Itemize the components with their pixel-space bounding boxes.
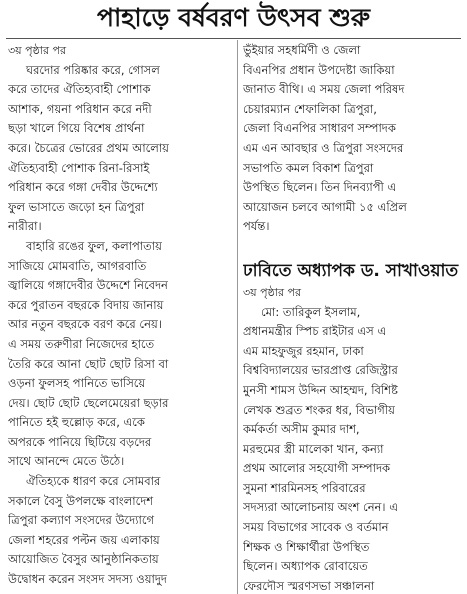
text-line: কর্মকর্তা অসীম কুমার দাশ, (243, 422, 360, 437)
text-line: জানাত বীথি। এ সময় জেলা পরিষদ (243, 82, 405, 97)
text-line: পর্যন্ত। (243, 219, 270, 234)
text-line: ওড়না ফুলসহ পানিতে ভাসিয়ে (8, 376, 146, 391)
text-line: করে তাদের ঐতিহ্যবাহী পোশাক (8, 82, 151, 97)
text-line: মুনসী শামস উদ্দিন আহম্মদ, বিশিষ্ট (243, 382, 398, 397)
text-line: সদস্যরা আলোচনায় অংশ নেন। এ (243, 500, 398, 515)
left-article-body (8, 61, 232, 590)
text-line: নারীরা। (8, 219, 42, 234)
text-line: এম এন আবছার ও ত্রিপুরা সংসদের (243, 140, 404, 155)
headline-rule (6, 38, 461, 39)
text-line: মো: তারিকুল ইসলাম, (261, 304, 361, 319)
text-line: আয়োজন চলবে আগামী ১৫ এপ্রিল (243, 199, 407, 214)
text-line: প্রথম আলোর সহযোগী সম্পাদক (243, 461, 391, 476)
text-line: পরিধান করে গঙ্গা দেবীর উদ্দেশ্যে (8, 180, 158, 195)
page-headline: পাহাড়ে বর্ষবরণ উৎসব শুরু (96, 3, 371, 32)
text-line: এম মাহফুজুর রহমান, ঢাকা (243, 343, 364, 358)
text-line: দেয়। ছোট ছোট ছেলেমেয়েরা ছড়ার (8, 395, 169, 410)
text-line: পানিতে হই হুল্লোড় করে, একে (8, 415, 145, 430)
text-line: সকালে বৈসু উপলক্ষে বাংলাদেশ (8, 493, 154, 508)
text-line: সাজিয়ে মোমবাতি, আগরবাতি (8, 258, 147, 273)
text-line: ঘরদোর পরিষ্কার করে, গোসল (26, 62, 160, 77)
text-line: সাথে আনন্দে মেতে উঠে। (8, 454, 125, 469)
text-line: ঐতিহ্যবাহী পোশাক রিনা-রিসাই (8, 160, 150, 175)
text-line: চেয়ারম্যান শেফালিকা ত্রিপুরা, (243, 101, 377, 116)
text-line: উপস্থিত ছিলেন। তিন দিনব্যাপী এ (243, 180, 397, 195)
text-line: আয়োজিত বৈসুর আনুষ্ঠানিকতায় (8, 552, 159, 567)
text-line: জেলা বিএনপির সাধারণ সম্পাদক (243, 121, 396, 136)
text-line: বিএনপির প্রধান উপদেষ্টা জাকিয়া (243, 62, 395, 77)
right-column (243, 41, 461, 594)
text-line: সময় বিভাগের সাবেক ও বর্তমান (243, 520, 389, 535)
text-line: এ সময় তরুণীরা নিজেদের হাতে (8, 336, 155, 351)
text-line: সুমনা শারমিনসহ পরিবারের (243, 480, 366, 495)
right-dateline: ৩য় পৃষ্ঠার পর (243, 285, 302, 299)
right-article-body (243, 303, 461, 594)
text-line: আশাক, গয়না পরিধান করে নদী (8, 101, 152, 116)
text-line: ফেরদৌস স্মরণসভা সঞ্চালনা (243, 578, 375, 593)
text-line: করে পুরাতন বছরকে বিদায় জানায় (8, 297, 164, 312)
text-line: মরহুমের স্ত্রী মালেকা খান, কন্যা (243, 441, 384, 456)
text-line: তৈরি করে আনা ছোট ছোট রিসা বা (8, 356, 169, 371)
text-line: শিক্ষক ও শিক্ষার্থীরা উপস্থিত (243, 539, 370, 554)
left-dateline: ৩য় পৃষ্ঠার পর (8, 44, 67, 57)
left-column (8, 41, 232, 594)
text-line: করে। চৈত্রের ভোরের প্রথম আলোয় (8, 140, 169, 155)
text-line: ফুল ভাসাতে জড়ো হন ত্রিপুরা (8, 199, 145, 214)
text-line: উদ্বোধন করেন সংসদ সদস্য ওয়াদুদ (8, 572, 167, 587)
text-line: বিশ্ববিদ্যালয়ের ভারপ্রাপ্ত রেজিস্ট্রার (243, 363, 398, 378)
text-line: ত্রিপুরা কল্যাণ সংসদের উদ্যোগে (8, 513, 154, 528)
column-divider (237, 40, 238, 594)
text-line: ঐতিহ্যকে ধারণ করে সোমবার (26, 474, 161, 489)
text-line: জেলা শহরের পল্টন জয় এলাকায় (8, 532, 160, 547)
right-article-continuation (243, 41, 461, 237)
sub-headline: ঢাবিতে অধ্যাপক ড. সাখাওয়াত (243, 260, 459, 281)
text-line: আর নতুন বছরকে বরণ করে নেয়। (8, 317, 162, 332)
text-line: লেখক শুব্রত শংকর ধর, বিভাগীয় (243, 402, 395, 417)
text-line: বাহারি রঙের ফুল, কলাপাতায় (26, 238, 162, 253)
text-line: অপরকে পানিয়ে ছিটিয়ে বড়দের (8, 434, 152, 449)
text-line: জ্বালিয়ে গঙ্গাদেবীর উদ্দেশে নিবেদন (8, 278, 168, 293)
text-line: ছড়া খালে গিয়ে বিশেষ প্রার্থনা (8, 121, 145, 136)
text-line: সভাপতি কমল বিকাশ ত্রিপুরা (243, 160, 374, 175)
text-line: প্রধানমন্ত্রীর স্পিচ রাইটার এস এ (243, 324, 387, 339)
text-line: ভুঁইয়ার সহধর্মিণী ও জেলা (243, 43, 361, 57)
text-line: ছিলেন। অধ্যাপক রোবায়েত (243, 559, 368, 574)
